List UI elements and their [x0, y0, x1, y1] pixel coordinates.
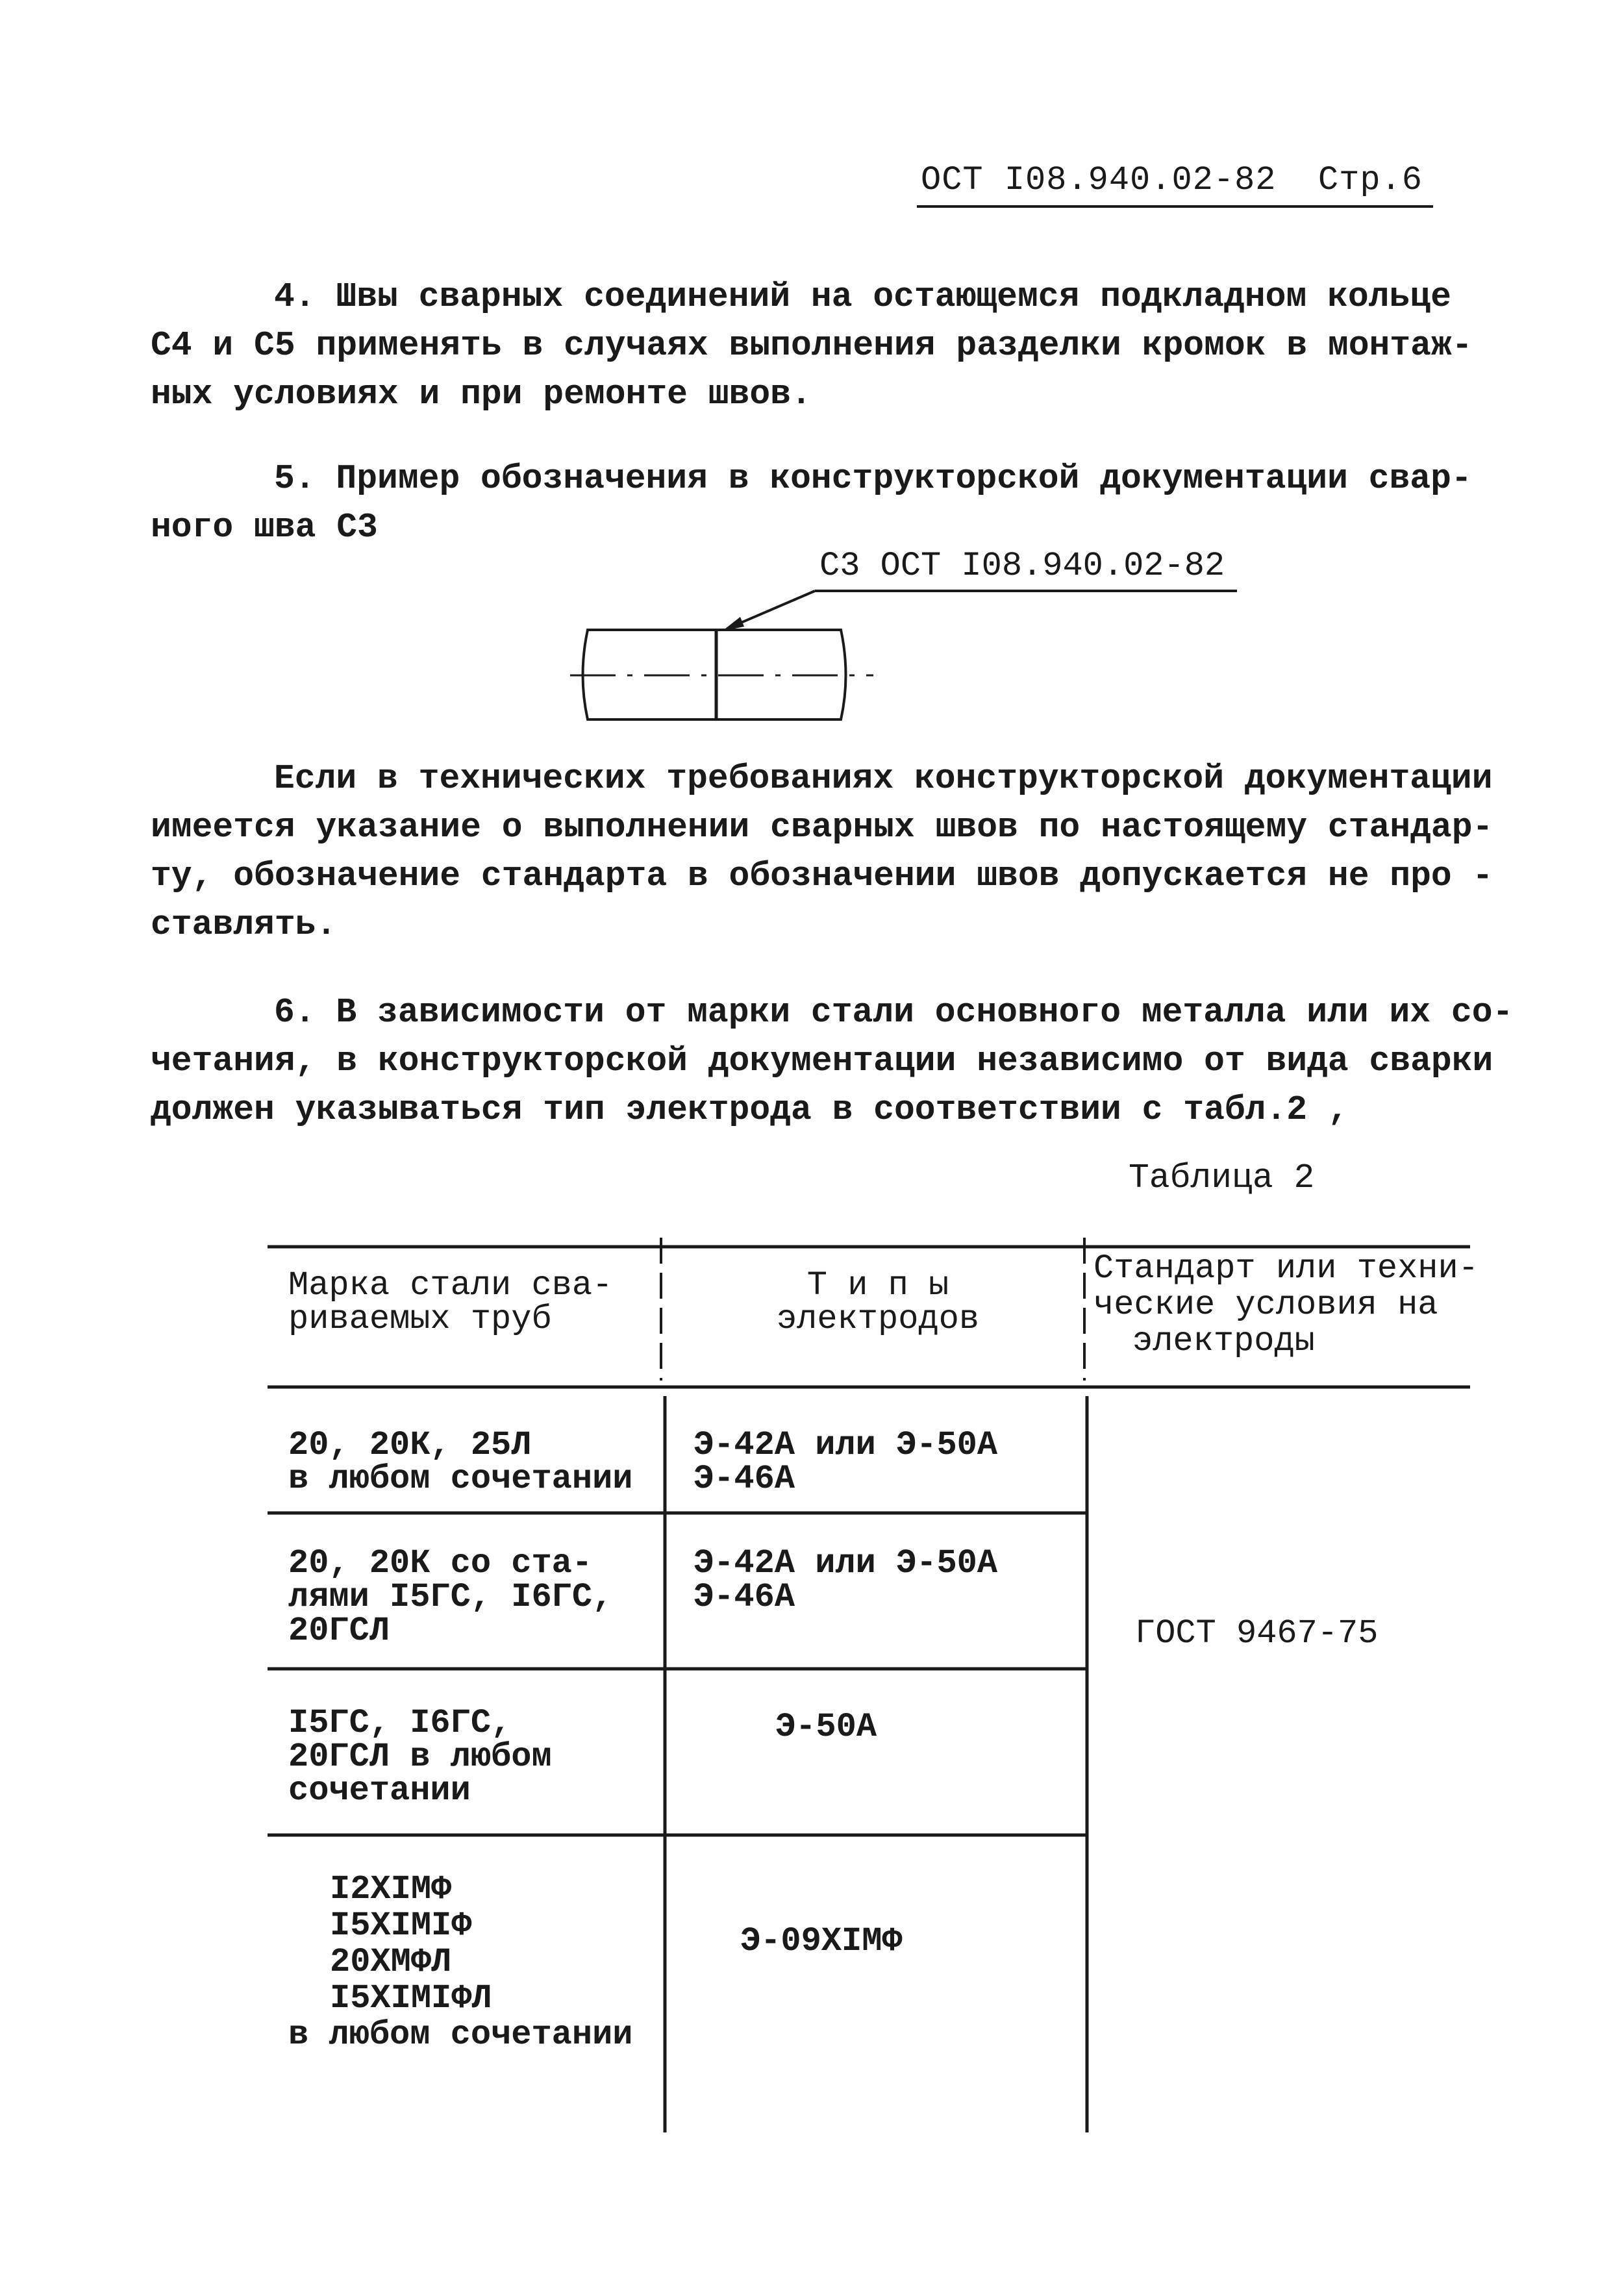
cell-line: лями I5ГС, I6ГС,: [288, 1578, 613, 1616]
header-standard: [1093, 1251, 1479, 1360]
table-caption: Таблица 2: [1129, 1158, 1315, 1197]
paragraph-line: имеется указание о выполнении сварных швов по настоящему стандар-: [151, 808, 1493, 847]
paragraph-line: четания, в конструкторской документации независимо от вида сварки: [151, 1042, 1493, 1081]
cell-line: Э-42А или Э-50А: [693, 1426, 998, 1464]
cell-line: I5ГС, I6ГС,: [288, 1704, 512, 1742]
cell-line: 20ГСЛ: [288, 1612, 390, 1650]
cell-line: Э-09ХIМФ: [740, 1922, 903, 1960]
table-standard-cell: ГОСТ 9467-75: [1135, 1614, 1379, 1653]
weld-diagram: [0, 0, 1624, 779]
cell-line: Э-50А: [775, 1708, 877, 1746]
table-row-4-electrode: [740, 1922, 903, 1960]
cell-line: 20, 20К со ста-: [288, 1544, 593, 1582]
paragraph-line: 5. Пример обозначения в конструкторской документации свар-: [274, 459, 1472, 498]
header-line: Т и п ы: [806, 1266, 949, 1305]
cell-line: 20ГСЛ в любом: [288, 1738, 552, 1776]
cell-line: Э-46А: [693, 1460, 795, 1498]
paragraph-line: С4 и С5 применять в случаях выполнения разделки кромок в монтаж-: [151, 326, 1473, 365]
cell-line: Э-42А или Э-50А: [693, 1544, 998, 1582]
table-row-2-steel: [288, 1544, 613, 1650]
cell-line: в любом сочетании: [288, 2016, 633, 2054]
table-row-1-electrode: [693, 1426, 998, 1498]
paragraph-note: [151, 755, 1493, 949]
paragraph-line: 4. Швы сварных соединений на остающемся подкладном кольце: [274, 277, 1451, 316]
doc-code: ОСТ I08.940.02-82: [921, 161, 1277, 199]
cell-line: I2ХIМФ: [330, 1870, 452, 1908]
paragraph-line: Если в технических требованиях конструкторской документации: [274, 759, 1493, 798]
table-row-4-steel: [288, 1871, 633, 2053]
paragraph-line: 6. В зависимости от марки стали основного металла или их со-: [274, 993, 1514, 1032]
cell-line: в любом сочетании: [288, 1460, 633, 1498]
cell-line: 20, 20К, 25Л: [288, 1426, 532, 1464]
cell-line: Э-46А: [693, 1578, 795, 1616]
table-row-2-electrode: [693, 1544, 998, 1616]
paragraph-line: ставлять.: [151, 905, 337, 944]
electrode-table: [268, 1238, 1479, 2134]
header-line: Стандарт или техни-: [1093, 1249, 1479, 1288]
cell-line: I5ХIМIФЛ: [330, 1979, 492, 2018]
paragraph-6: [151, 988, 1514, 1134]
cell-line: сочетании: [288, 1771, 471, 1810]
header-steel-grade: [288, 1266, 613, 1338]
paragraph-line: ных условиях и при ремонте швов.: [151, 375, 812, 414]
header-line: электродов: [776, 1300, 980, 1338]
table-row-3-electrode: [775, 1710, 877, 1744]
table-row-1-steel: [288, 1426, 633, 1498]
cell-line: 20ХМФЛ: [330, 1943, 452, 1981]
page-number: Стр.6: [1318, 161, 1423, 199]
paragraph-line: должен указываться тип электрода в соответствии с табл.2 ,: [151, 1090, 1349, 1129]
header-line: Марка стали сва-: [288, 1266, 613, 1305]
paragraph-line: ного шва С3: [151, 508, 378, 547]
header-electrode-type: [748, 1266, 1008, 1338]
paragraph-line: ту, обозначение стандарта в обозначении швов допускается не про -: [151, 856, 1493, 895]
cell-line: I5ХIМIФ: [330, 1906, 472, 1945]
weld-designation-label: С3 ОСТ I08.940.02-82: [819, 547, 1225, 585]
header-line: риваемых труб: [288, 1300, 552, 1338]
table-row-3-steel: [288, 1706, 552, 1808]
header-line: ческие условия на: [1093, 1286, 1438, 1324]
header-line: электроды: [1132, 1322, 1315, 1360]
